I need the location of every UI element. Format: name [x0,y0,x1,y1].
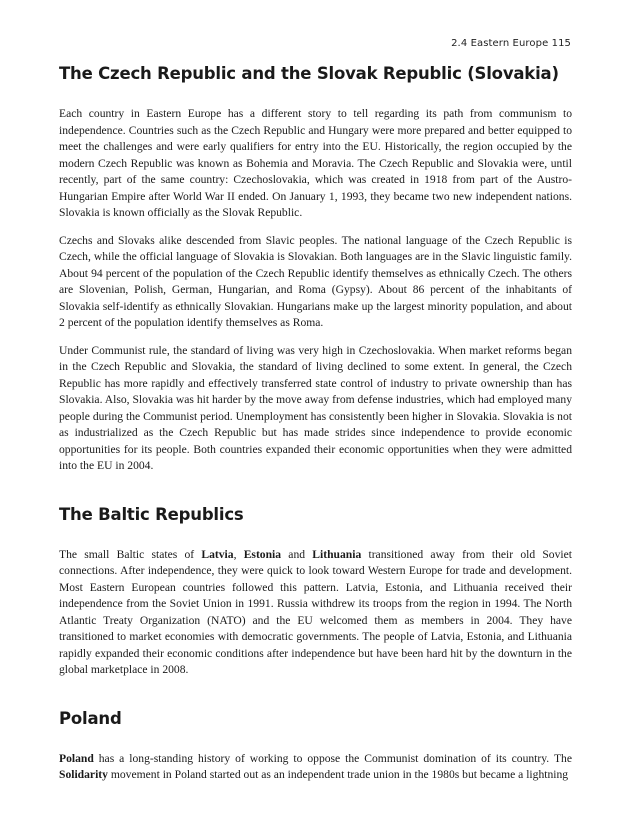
term-solidarity: Solidarity [59,768,108,781]
term-lithuania: Lithuania [312,547,362,561]
term-latvia: Latvia [201,547,234,561]
section-title-czech-slovak: The Czech Republic and the Slovak Republic (Slovakia) [59,64,559,83]
section-title-baltic: The Baltic Republics [59,504,244,524]
term-estonia: Estonia [243,547,282,561]
paragraph-czech-1: Each country in Eastern Europe has a different story to tell regarding its path from communism to independence. Countries such as the Czech Republic and Hungary were more prepared and better equipped to meet the challenges and were early qualifiers for entry into the EU. Historically, the region occupied by the modern Czech Republic was known as Bohemia and Moravia. The Czech Republic and Slovakia were, until recently, part of the same country: Czechoslovakia, which was created in 1918 from part of the Austro-Hungarian Empire after World War II ended. On January 1, 1993, they became two new independent nations. Slovakia is known officially as the Slovak Republic. [59,107,572,219]
content [59,61,572,784]
term-poland: Poland [59,751,94,765]
paragraph-czech-2: Czechs and Slovaks alike descended from Slavic peoples. The national language of the Czech Republic is Czech, while the official language of Slovakia is Slovakian. Both languages are in the Slavic linguistic family. About 94 percent of the population of the Czech Republic identify themselves as ethnically Czech. The others are Slovenian, Polish, German, Hungarian, and Roma (Gypsy). About 86 percent of the inhabitants of Slovakia self-identify as ethnically Slovakian. Hungarians make up the largest minority population, and about 2 percent of the population identify themselves as Roma. [59,233,572,329]
paragraph-poland: Poland has a long-standing history of working to oppose the Communist domination of its country. The Solidarity movement in Poland started out as an independent trade union in the 1980s but became a lightning [59,751,572,781]
paragraph-czech-3: Under Communist rule, the standard of living was very high in Czechoslovakia. When market reforms began in the Czech Republic and Slovakia, the standard of living declined to some extent. In general, the Czech Republic has more rapidly and effectively transferred state control of industry to private ownership than has Slovakia. Also, Slovakia was hit harder by the move away from defense industries, which had employed many people during the Communist period. Unemployment has consistently been higher in Slovakia. Slovakia is not as industrialized as the Czech Republic but has made strides since independence to provide economic opportunities for its people. Both countries expanded their economic opportunities when they were admitted into the EU in 2004. [59,343,572,472]
running-head: 2.4 Eastern Europe 115 [451,38,571,49]
section-title-poland: Poland [59,708,122,728]
paragraph-baltic: The small Baltic states of Latvia, Estonia and Lithuania transitioned away from their old Soviet connections. After independence, they were quick to look toward Western Europe for trade and development. Most Eastern European countries followed this pattern. Latvia, Estonia, and Lithuania received their independence from the Soviet Union in 1991. Russia withdrew its troops from the region in 1994. The North Atlantic Treaty Organization (NATO) and the EU welcomed them as members in 2004. They have transitioned to market economies with democratic governments. The people of Latvia, Estonia, and Lithuania rapidly expanded their economic conditions after independence but have been hard hit by the downturn in the global marketplace in 2008. [59,547,572,676]
